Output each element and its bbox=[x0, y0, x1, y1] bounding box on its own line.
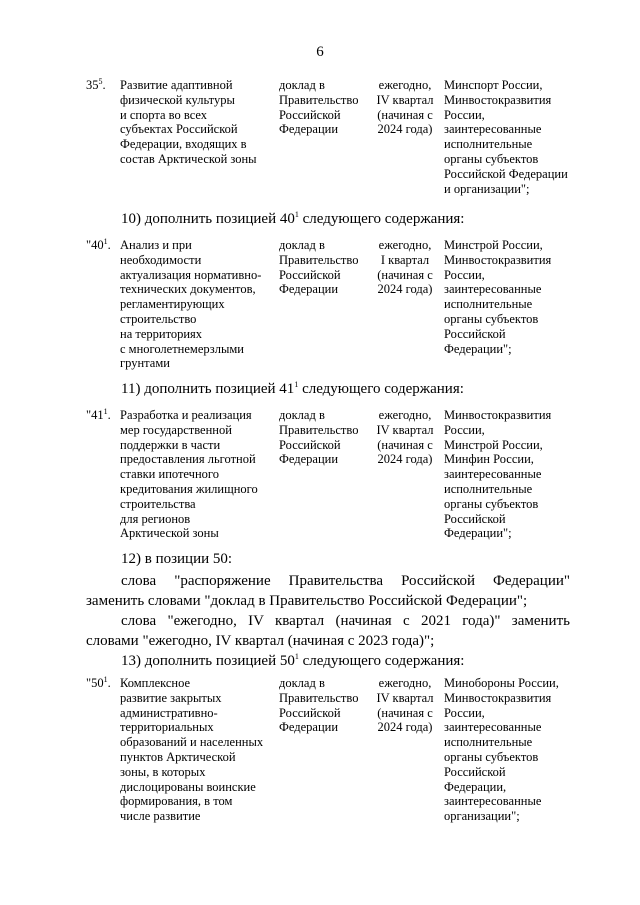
paragraph-12-a-line1: слова "распоряжение Правительства Российской Федерации" bbox=[121, 573, 570, 589]
measure-text: Развитие адаптивной физической культуры и спорта во всех субъектах Российской Федерации, входящих в состав Арктической зоны bbox=[120, 78, 257, 166]
position-number: "$40^1$. bbox=[86, 236, 111, 252]
paragraph-12-b-line1: слова "ежегодно, IV квартал (начиная с 2021 года)" заменить bbox=[121, 613, 570, 629]
deadline: ежегодно, IV квартал (начиная с 2024 года) bbox=[376, 78, 434, 137]
document-type: доклад в Правительство Российской Федерации bbox=[279, 408, 359, 467]
responsible: Минвостокразвития России, Минстрой России, Минфин России, заинтересованные исполнительные органы субъектов Российской Федерации"; bbox=[444, 408, 552, 541]
measure-text: Комплексное развитие закрытых административно- территориальных образований и населенных пунктов Арктической зоны, в которых дислоцированы воинские формирования, в том числе развитие bbox=[120, 676, 264, 824]
document-type: доклад в Правительство Российской Федерации bbox=[279, 238, 359, 297]
paragraph-13: 13) дополнить позицией $50^1$ следующего содержания: bbox=[121, 652, 465, 669]
deadline: ежегодно, IV квартал (начиная с 2024 года) bbox=[376, 676, 434, 735]
position-number: $35^5$. bbox=[86, 76, 106, 92]
deadline: ежегодно, IV квартал (начиная с 2024 года) bbox=[376, 408, 434, 467]
paragraph-11: 11) дополнить позицией $41^1$ следующего содержания: bbox=[121, 380, 464, 397]
responsible: Минстрой России, Минвостокразвития России, заинтересованные исполнительные органы субъектов Российской Федерации"; bbox=[444, 238, 552, 356]
responsible: Минобороны России, Минвостокразвития России, заинтересованные исполнительные органы субъектов Российской Федерации, заинтересованные организации"; bbox=[444, 676, 559, 824]
paragraph-10: 10) дополнить позицией $40^1$ следующего содержания: bbox=[121, 210, 465, 227]
measure-text: Разработка и реализация мер государственной поддержки в части предоставления льготной ставки ипотечного кредитования жилищного строительства для регионов Арктической зоны bbox=[120, 408, 258, 541]
paragraph-12-b-line2: словами "ежегодно, IV квартал (начиная с 2023 года)"; bbox=[86, 633, 435, 649]
paragraph-12-a-line2: заменить словами "доклад в Правительство Российской Федерации"; bbox=[86, 593, 528, 609]
position-number: "$50^1$. bbox=[86, 674, 111, 690]
paragraph-12: 12) в позиции 50: bbox=[121, 551, 233, 567]
responsible: Минспорт России, Минвостокразвития России, заинтересованные исполнительные органы субъектов Российской Федерации и организации"; bbox=[444, 78, 568, 196]
deadline: ежегодно, I квартал (начиная с 2024 года) bbox=[377, 238, 433, 297]
page-number: 6 bbox=[316, 44, 324, 60]
position-number: "$41^1$. bbox=[86, 406, 111, 422]
document-type: доклад в Правительство Российской Федерации bbox=[279, 676, 359, 735]
document-type: доклад в Правительство Российской Федерации bbox=[279, 78, 359, 137]
measure-text: Анализ и при необходимости актуализация нормативно- технических документов, регламентирующих строительство на территориях с многолетнемерзлыми грунтами bbox=[120, 238, 262, 371]
